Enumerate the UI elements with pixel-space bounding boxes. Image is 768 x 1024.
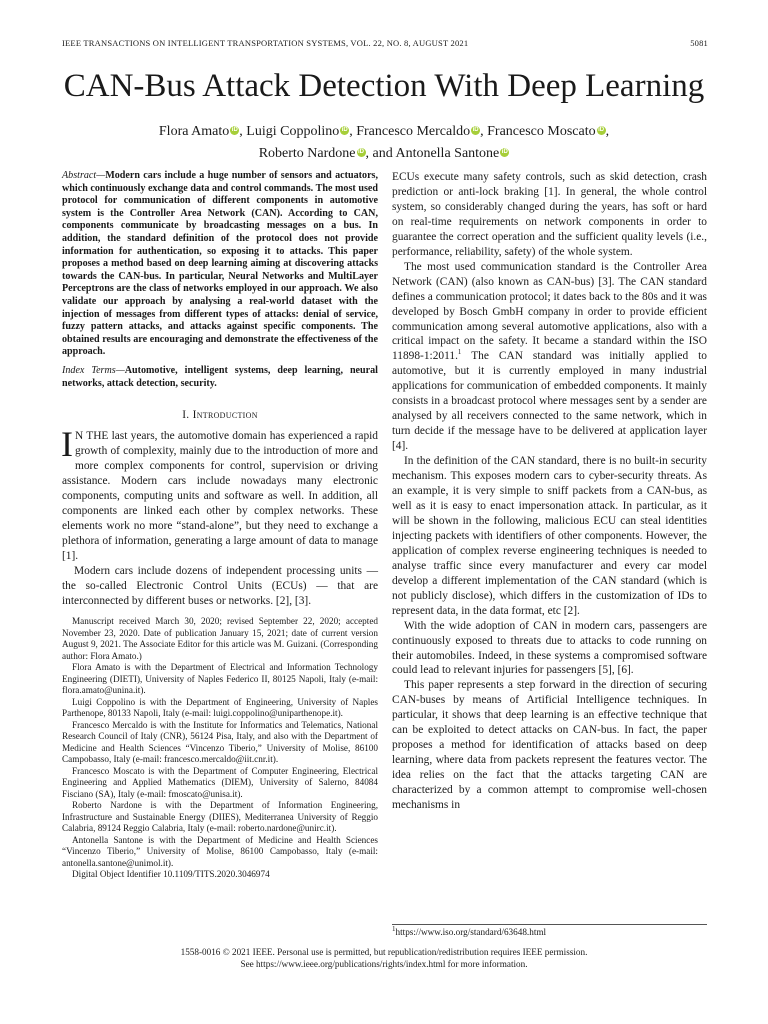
url-footnote [392,924,707,939]
body-text: The CAN standard was initially applied to automotive, but it is currently employed in many industrial applications for communication of embedded components. It mainly consists in a broadcast protocol where messages sent by a sender are analysed by all receivers connected to the same network, which in turn decide if the message have to be delivered at application layer [4]. [392,350,707,453]
footnote-mark[interactable]: 1 [457,348,462,357]
copyright-notice [60,947,708,971]
author-name: Luigi Coppolino [246,124,340,139]
section-numeral: I. [182,409,190,422]
copyright-line-1: 1558-0016 © 2021 IEEE. Personal use is permitted, but republication/redistribution requires IEEE permission. [180,947,588,957]
author-name: Francesco Mercaldo [356,124,471,139]
intro-paragraph-1 [61,424,378,564]
intro-text-1: N THE last years, the automotive domain has experienced a rapid growth of complexity, mainly due to the introduction of more and more complex components for control, supervision or driving assistance. Modern cars include nowadays many electronic components, computing units and software as well. In addition, all components are linked each other by complex networks. These elements work no more “stand-alone”, but they need to exchange a plethora of information, generating a large amount of data to manage [1]. [62,430,378,562]
author-line-2: Roberto Nardone iD , and Antonella Santone iD [258,146,508,161]
abstract-lead: Abstract— [62,170,106,181]
intro-paragraph-2: Modern cars include dozens of independent processing units — the so-called Electronic Control Units (ECUs) — that are interconnected by different buses or networks. [2], [3]. [62,564,378,607]
footnote-affiliation: Luigi Coppolino is with the Department of Engineering, University of Naples Parthenope, 80133 Napoli, Italy (e-mail: luigi.coppolino@uniparthenope.it). [62,696,378,719]
index-terms [62,365,378,390]
body-paragraph: With the wide adoption of CAN in modern cars, passengers are continuously exposed to threats due to attacks to code running on their automobiles. Indeed, in these systems a compromised software could lead to relevant injuries for passengers [5], [6]. [392,619,707,677]
copyright-line-2: See https://www.ieee.org/publications/rights/index.html for more information. [240,958,528,969]
author-list [40,121,728,165]
section-title: Introduction [192,409,258,422]
body-paragraph: In the definition of the CAN standard, there is no built-in security mechanism. This exposes modern cars to cyber-security threats. As an example, it is very simple to sniff packets from a CAN-bus, as well as it is easy to enact impersonation attack. In particular, as it will be shown in the following, malicious ECU can steal identities injecting packets with identifiers of other components. However, the application of complex reverse engineering techniques is needed to analyse traffic since every manufacturer and every car model develop a different implementation of the CAN standard (which is not publicly disclose), which differs in the customization of IDs to represent data, in the data format, etc [2]. [392,455,707,617]
abstract-text: Modern cars include a huge number of sensors and actuators, which continuously exchange data and control commands. The most used protocol for communication of different components in automotive system is the Controller Area Network (CAN). According to CAN, components communicate by broadcasting messages on a bus. In addition, the standard definition of the protocol does not provide information for authentication, so exposing it to attacks. This paper proposes a method based on deep learning aiming at discovering attacks towards the CAN-bus. In particular, Neural Networks and MultiLayer Perceptrons are the class of networks employed in our approach. We also validate our approach by analysing a real-world dataset with the injection of messages from different types of attacks: denial of service, fuzzy pattern attacks, and attacks against specific components. The obtained results are encouraging and demonstrate the effectiveness of the approach. [62,170,378,358]
doi-line: Digital Object Identifier 10.1109/TITS.2020.3046974 [72,869,270,880]
left-column [62,170,378,881]
author-line-1: Flora Amato iD , Luigi Coppolino iD , Francesco Mercaldo iD , Francesco Moscato iD , [158,124,610,139]
body-paragraph [392,260,707,454]
footnote-affiliation: Francesco Moscato is with the Department of Computer Engineering, Electrical Engineering and Applied Mathematics (DIEM), University of Salerno, 84084 Fisciano (SA), Italy (e-mail: fmoscato@unisa.it). [62,765,378,799]
body-paragraph: ECUs execute many safety controls, such as skid detection, crash prediction or anti-lock braking [1]. In general, the whole control system, so considerably changed during the years, has soft or hard on real-time requirements on network components in order to guarantee the correct operation and the sufficient quality levels (i.e., performance, reliability, safety) of the whole system. [392,171,707,258]
page-number: 5081 [690,38,708,48]
orcid-icon[interactable]: iD [231,127,238,133]
orcid-icon[interactable]: iD [358,149,365,155]
section-heading-introduction [62,408,378,423]
author-name: Francesco Moscato [487,124,596,139]
orcid-icon[interactable]: iD [598,127,605,133]
footnote-manuscript: Manuscript received March 30, 2020; revised September 22, 2020; accepted November 23, 2020. Date of publication January 15, 2021; date of current version August 9, 2021. The Associate Editor for this article was M. Guizani. (Corresponding author: Flora Amato.) [62,616,378,661]
author-name: Roberto Nardone [258,146,356,161]
footnotes [62,616,378,881]
index-terms-lead: Index Terms— [62,364,125,376]
footnote-number: 1 [392,924,396,933]
author-name: and Antonella Santone [372,146,500,161]
footnote-affiliation: Antonella Santone is with the Department of Medicine and Health Sciences “Vincenzo Tiberio,” University of Molise, 86100 Campobasso, Italy (e-mail: antonella.santone@unimol.it). [62,834,378,868]
orcid-icon[interactable]: iD [341,127,348,133]
author-name: Flora Amato [158,124,230,139]
body-paragraph: This paper represents a step forward in the direction of securing CAN-buses by means of Artificial Intelligence techniques. In particular, it shows that deep learning is an effective technique that can be exploited to detect attacks on CAN-bus. In fact, the paper proposes a method for identification of attacks based on deep learning, where data from packets represent the features vector. The idea relies on the fact that the attacks targeting CAN are characterized by a common attempt to compromise well-chosen mechanisms in [392,679,707,812]
footnote-affiliation: Flora Amato is with the Department of Electrical and Information Technology Engineering (DIETI), University of Naples Federico II, 80125 Napoli, Italy (e-mail: flora.amato@unina.it). [62,662,378,696]
orcid-icon[interactable]: iD [472,127,479,133]
body-text: The most used communication standard is the Controller Area Network (CAN) (also known as CAN-bus) [3]. The CAN standard defines a communication protocol; it dates back to the 80s and it was developed by Bosch GmbH company in order to provide efficient communication among several automotive applications, also with a critical impact on the safety. It became a standard within the ISO 11898-1:2011. [392,260,707,363]
orcid-icon[interactable]: iD [501,149,508,155]
footnote-affiliation: Roberto Nardone is with the Department of Information Engineering, Infrastructure and Sustainable Energy (DIIES), Mediterranea University of Reggio Calabria, 89124 Reggio Calabria, Italy (e-mail: roberto.nardone@unirc.it). [62,800,378,834]
paper-title: CAN-Bus Attack Detection With Deep Learning [63,68,705,104]
abstract [62,170,378,359]
drop-cap: I [61,424,73,465]
footnote-url[interactable]: https://www.iso.org/standard/63648.html [395,927,547,937]
footnote-affiliation: Francesco Mercaldo is with the Institute for Informatics and Telematics, National Research Council of Italy (CNR), 56124 Pisa, Italy, and also with the Department of Medicine and Health Sciences “Vincenzo Tiberio,” University of Molise, 86100 Campobasso, Italy (e-mail: francesco.mercaldo@iit.cnr.it). [62,719,378,765]
right-column [392,170,707,813]
index-terms-text: Automotive, intelligent systems, deep learning, neural networks, attack detection, security. [62,364,378,389]
journal-header: IEEE TRANSACTIONS ON INTELLIGENT TRANSPORTATION SYSTEMS, VOL. 22, NO. 8, AUGUST 2021 [62,38,469,48]
